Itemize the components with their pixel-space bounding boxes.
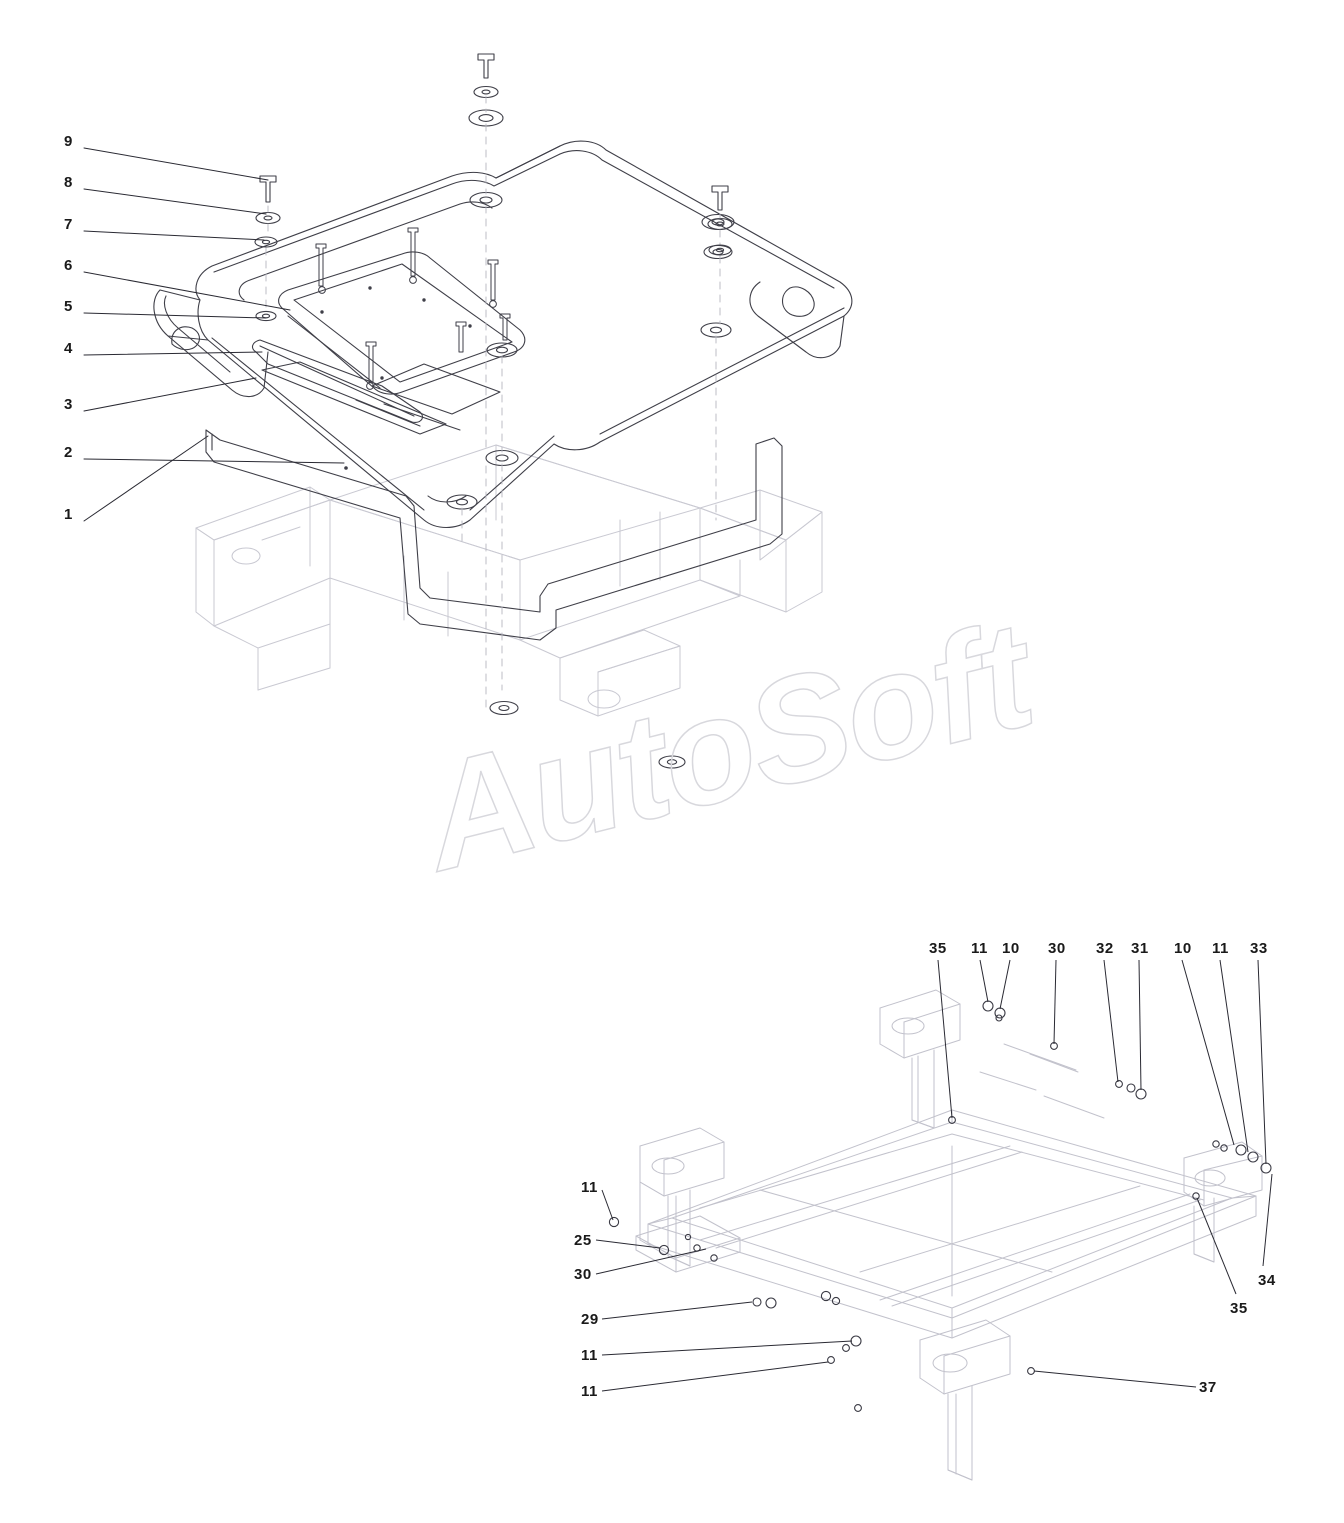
- callout-6: 6: [64, 257, 73, 274]
- callout-37: 37: [1199, 1379, 1217, 1396]
- callout-11-left-a: 11: [581, 1179, 598, 1196]
- callout-30-top: 30: [1048, 940, 1066, 957]
- callout-4: 4: [64, 340, 73, 357]
- callout-10-top-b: 10: [1174, 940, 1192, 957]
- callout-7: 7: [64, 216, 73, 233]
- callout-1: 1: [64, 506, 73, 523]
- callout-8: 8: [64, 174, 73, 191]
- callout-29: 29: [581, 1311, 599, 1328]
- callout-33: 33: [1250, 940, 1268, 957]
- callout-11-left-c: 11: [581, 1383, 598, 1400]
- callout-32: 32: [1096, 940, 1114, 957]
- callout-30-left: 30: [574, 1266, 592, 1283]
- callout-31: 31: [1131, 940, 1149, 957]
- callout-25: 25: [574, 1232, 592, 1249]
- callout-35-right: 35: [1230, 1300, 1248, 1317]
- callout-34: 34: [1258, 1272, 1276, 1289]
- watermark: AutoSoft: [406, 589, 1047, 903]
- callout-35-top: 35: [929, 940, 947, 957]
- callout-11-top-a: 11: [971, 940, 988, 957]
- callout-10-top-a: 10: [1002, 940, 1020, 957]
- callout-11-top-b: 11: [1212, 940, 1229, 957]
- callout-3: 3: [64, 396, 73, 413]
- callout-9: 9: [64, 133, 73, 150]
- callout-5: 5: [64, 298, 73, 315]
- callout-2: 2: [64, 444, 73, 461]
- callout-11-left-b: 11: [581, 1347, 598, 1364]
